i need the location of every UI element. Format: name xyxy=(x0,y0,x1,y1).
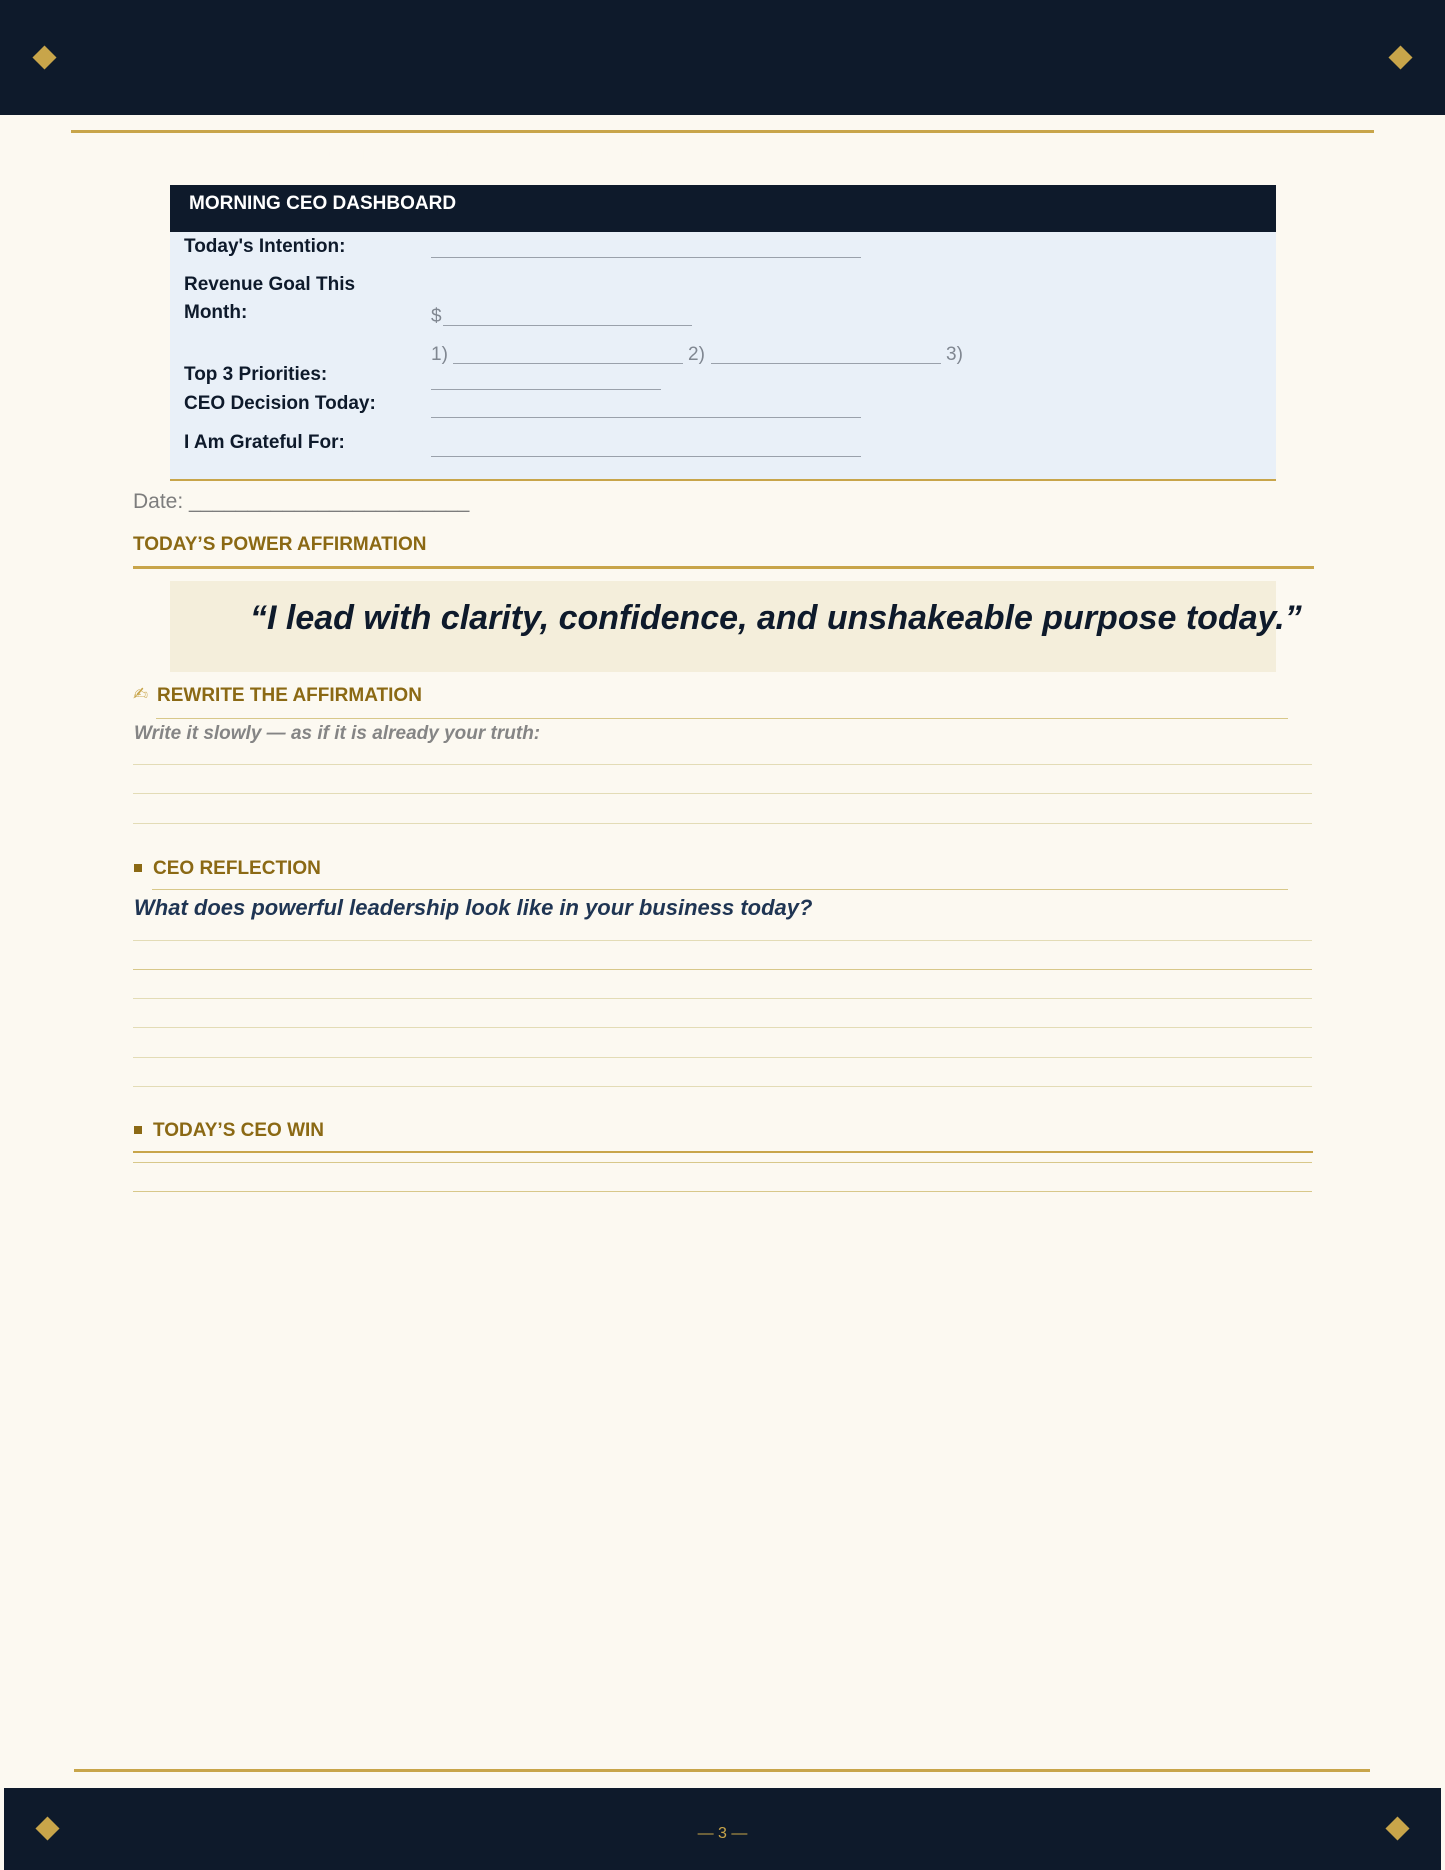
intention-label: Today's Intention: xyxy=(184,236,346,257)
rewrite-writing-line[interactable] xyxy=(133,793,1312,794)
decision-label: CEO Decision Today: xyxy=(184,393,376,414)
reflection-section-title: CEO REFLECTION xyxy=(153,858,321,879)
reflection-question: What does powerful leadership look like in your business today? xyxy=(134,895,813,920)
rewrite-writing-line[interactable] xyxy=(133,764,1312,765)
footer-rule xyxy=(74,1769,1370,1772)
reflection-title-underline xyxy=(152,889,1288,890)
rewrite-title-underline xyxy=(156,718,1288,719)
rewrite-writing-line[interactable] xyxy=(133,823,1312,824)
priority-1-field[interactable] xyxy=(453,363,683,364)
priority-2-label: 2) xyxy=(688,344,705,365)
intention-field[interactable] xyxy=(431,257,861,258)
win-writing-line[interactable] xyxy=(133,1162,1312,1163)
revenue-label-line2: Month: xyxy=(184,302,248,323)
priority-3-label: 3) xyxy=(946,344,963,365)
header-band xyxy=(0,0,1445,115)
rewrite-section-title: REWRITE THE AFFIRMATION xyxy=(157,685,422,706)
priority-2-field[interactable] xyxy=(711,363,941,364)
win-title-underline xyxy=(133,1151,1313,1153)
revenue-prefix: $ xyxy=(431,306,442,327)
affirmation-rule xyxy=(133,566,1314,569)
priority-3-field[interactable] xyxy=(431,389,661,390)
grateful-field[interactable] xyxy=(431,456,861,457)
page-number: — 3 — xyxy=(697,1825,748,1842)
reflection-writing-line[interactable] xyxy=(133,1086,1312,1087)
dashboard-title: MORNING CEO DASHBOARD xyxy=(189,193,457,214)
rewrite-prompt: Write it slowly — as if it is already your truth: xyxy=(134,723,541,744)
reflection-writing-line[interactable] xyxy=(133,969,1312,970)
writing-hand-icon: ✍ xyxy=(133,684,149,704)
date-field[interactable]: Date: ________________________ xyxy=(133,490,470,513)
revenue-field[interactable] xyxy=(443,325,692,326)
reflection-writing-line[interactable] xyxy=(133,940,1312,941)
bullet-square-icon xyxy=(134,864,142,872)
priority-1-label: 1) xyxy=(431,344,448,365)
affirmation-box xyxy=(170,581,1302,672)
header-rule xyxy=(71,130,1374,133)
grateful-label: I Am Grateful For: xyxy=(184,432,345,453)
decision-field[interactable] xyxy=(431,417,861,418)
reflection-writing-line[interactable] xyxy=(133,1057,1312,1058)
revenue-label-line1: Revenue Goal This xyxy=(184,274,356,295)
affirmation-quote: “I lead with clarity, confidence, and unshakeable purpose today.” xyxy=(250,599,1302,637)
bullet-square-icon xyxy=(134,1126,142,1134)
priorities-label: Top 3 Priorities: xyxy=(184,364,328,385)
running-title: CEO Morning Power Journal | Own Your Morning. Own Your Business. xyxy=(134,146,703,165)
win-writing-line[interactable] xyxy=(133,1191,1312,1192)
reflection-writing-line[interactable] xyxy=(133,998,1312,999)
affirmation-section-title: TODAY’S POWER AFFIRMATION xyxy=(133,534,427,555)
reflection-writing-line[interactable] xyxy=(133,1027,1312,1028)
win-section-title: TODAY’S CEO WIN xyxy=(153,1120,325,1141)
dashboard-header xyxy=(170,185,1276,232)
